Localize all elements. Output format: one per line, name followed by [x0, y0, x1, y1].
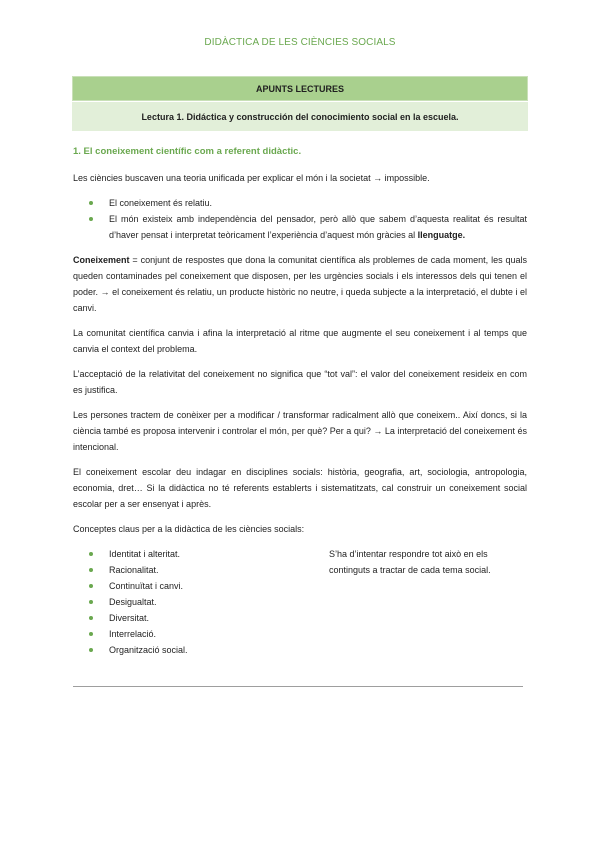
list-item: Racionalitat. [73, 562, 313, 578]
paragraph-concepts-intro: Conceptes claus per a la didàctica de les ciències socials: [73, 524, 305, 534]
paragraph-community: La comunitat científica canvia i afina la interpretació al ritme que augmente el seu coneixement i al temps que canvia el context del problema. [73, 328, 527, 354]
definition-text: = conjunt de respostes que dona la comunitat científica als problemes de cada moment, les quals queden contaminades pel coneixement que disposen, per les urgències socials i els interessos dels qui tenen el poder. → el coneixement és relatiu, un producte històric no neutre, i queda subjecte a la interpretació, el dubte i el canvi. [73, 255, 527, 313]
concepts-list [73, 546, 313, 658]
page-header: DIDÀCTICA DE LES CIÈNCIES SOCIALS [204, 37, 396, 48]
bullet-text: El món existeix amb independència del pensador, però allò que sabem d’aquesta realitat és resultat d’haver pensat i interpretat teòricament l’experiència d’aquest món gràcies al [109, 214, 527, 240]
list-item: Organització social. [73, 642, 313, 658]
list-item: Diversitat. [73, 610, 313, 626]
paragraph-definition [73, 252, 527, 316]
list-item: Interrelació. [73, 626, 313, 642]
list-item [73, 211, 527, 243]
paragraph-intro: Les ciències buscaven una teoria unificada per explicar el món i la societat → impossible. [73, 173, 430, 183]
paragraph-relativity: L’acceptació de la relativitat del coneixement no significa que “tot val”: el valor del coneixement resideix en com es justifica. [73, 369, 527, 395]
paragraph-people: Les persones tractem de conèixer per a modificar / transformar radicalment allò que coneixem.. Així doncs, si la ciència també es proposa intervenir i controlar el món, per què? Per a qui? → La interpretació del coneixement és intencional. [73, 410, 527, 452]
list-item: Continuïtat i canvi. [73, 578, 313, 594]
list-item: Identitat i alteritat. [73, 546, 313, 562]
document-body [73, 144, 527, 658]
bullet-bold-term: llenguatge. [417, 230, 466, 240]
subtitle-bar [72, 102, 528, 131]
title-bar [72, 76, 528, 101]
concepts-note: S’ha d’intentar respondre tot això en els continguts a tractar de cada tema social. [329, 549, 491, 575]
divider [73, 686, 523, 687]
subtitle-bar-label: Lectura 1. Didáctica y construcción del conocimiento social en la escuela. [141, 111, 459, 122]
list-item: El coneixement és relatiu. [73, 195, 527, 211]
list-item: Desigualtat. [73, 594, 313, 610]
concepts-section [73, 546, 527, 658]
paragraph-school: El coneixement escolar deu indagar en disciplines socials: història, geografia, art, sociologia, antropologia, economia, dret… Si la didàctica no té referents establerts i sistematitzats, cal construir un coneixement social escolar per a ser ensenyat i après. [73, 467, 527, 509]
section-heading: 1. El coneixement científic com a referent didàctic. [73, 146, 302, 157]
title-bar-label: APUNTS LECTURES [255, 83, 344, 94]
relativity-bullet-list [73, 195, 527, 243]
definition-term: Coneixement [73, 255, 130, 265]
